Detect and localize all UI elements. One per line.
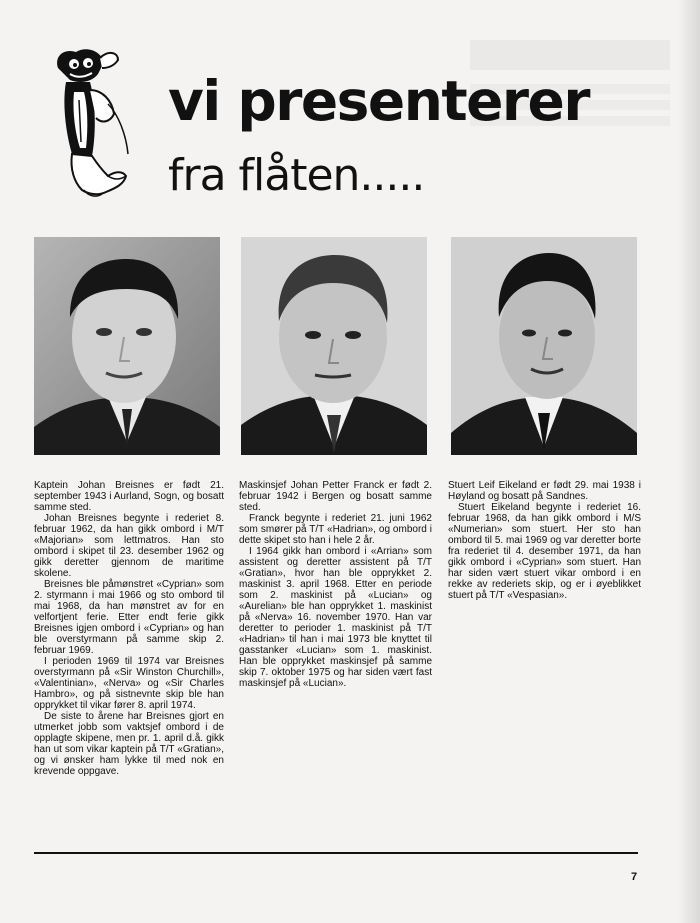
article-column-1 xyxy=(34,480,224,777)
column-1-paragraph-1: Kaptein Johan Breisnes er født 21. september 1943 i Aurland, Sogn, og bosatt samme sted. xyxy=(34,480,224,513)
column-1-paragraph-4: I perioden 1969 til 1974 var Breisnes overstyrmann på «Sir Winston Churchill», «Valentinian», «Nerva» og «Sir Charles Hambro», og på sistnevnte skip ble han opprykket til vikar fører 8. april 1974. xyxy=(34,656,224,711)
column-1-paragraph-3: Breisnes ble påmønstret «Cyprian» som 2. styrmann i mai 1966 og sto ombord til mai 1968, da han mønstret av for en velfortjent ferie. Etter endt ferie gikk Breisnes igjen ombord i «Cyprian» og han ble overstyrmann på samme skip 2. februar 1969. xyxy=(34,579,224,656)
footer-rule xyxy=(34,852,638,854)
column-2-paragraph-2: Franck begynte i rederiet 21. juni 1962 som smører på T/T «Hadrian», og ombord i dette skipet sto han i hele 2 år. xyxy=(239,513,432,546)
column-1-paragraph-2: Johan Breisnes begynte i rederiet 8. februar 1962, da han gikk ombord i M/T «Majorian» som lettmatros. Han sto ombord i skipet til 23. desember 1962 og gikk deretter gjennom de maritime skolene. xyxy=(34,513,224,579)
portrait-photo-franck xyxy=(241,237,427,455)
portrait-photo-eikeland xyxy=(451,237,637,455)
column-3-paragraph-2: Stuert Eikeland begynte i rederiet 16. februar 1968, da han gikk ombord i M/S «Numerian» som stuert. Her sto han ombord til 5. mai 1969 og var deretter borte fra rederiet til 4. desember 1971, da han gikk ombord i «Cyprian» som stuert. Han har siden vært stuert vikar ombord i en rekke av rederiets skip, og er i øyeblikket stuert på T/T «Vespasian». xyxy=(448,502,641,601)
headline-line-2: fra flåten..... xyxy=(168,150,425,201)
column-1-paragraph-5: De siste to årene har Breisnes gjort en utmerket jobb som vaktsjef ombord i de opplagte skipene, men pr. 1. april d.å. gikk han ut som vikar kaptein på T/T «Gratian», og vi ønsker ham lykke til med nok en krevende oppgave. xyxy=(34,711,224,777)
article-column-2 xyxy=(239,480,432,689)
cartoon-mascot-icon xyxy=(48,44,143,204)
page-number: 7 xyxy=(631,871,638,883)
headline-line-1: vi presenterer xyxy=(168,69,589,133)
column-2-paragraph-3: I 1964 gikk han ombord i «Arrian» som assistent og deretter assistent på T/T «Gratian», hvor han ble opprykket 2. maskinist 3. april 1968. Etter en periode som 2. maskinist på «Lucian» og «Aurelian» ble han opprykket 1. maskinist på «Nerva» 16. november 1970. Han var deretter to perioder 1. maskinist på T/T «Hadrian» til han i mai 1973 ble knyttet til gasstanker «Lucian» som 1. maskinist. Han ble opprykket maskinsjef på samme skip 7. oktober 1975 og har siden vært fast maskinsjef på «Lucian». xyxy=(239,546,432,689)
page-edge-shadow xyxy=(678,0,700,923)
article-column-3 xyxy=(448,480,641,601)
column-3-paragraph-1: Stuert Leif Eikeland er født 29. mai 1938 i Høyland og bosatt på Sandnes. xyxy=(448,480,641,502)
portrait-photo-breisnes xyxy=(34,237,220,455)
column-2-paragraph-1: Maskinsjef Johan Petter Franck er født 2. februar 1942 i Bergen og bosatt samme sted. xyxy=(239,480,432,513)
